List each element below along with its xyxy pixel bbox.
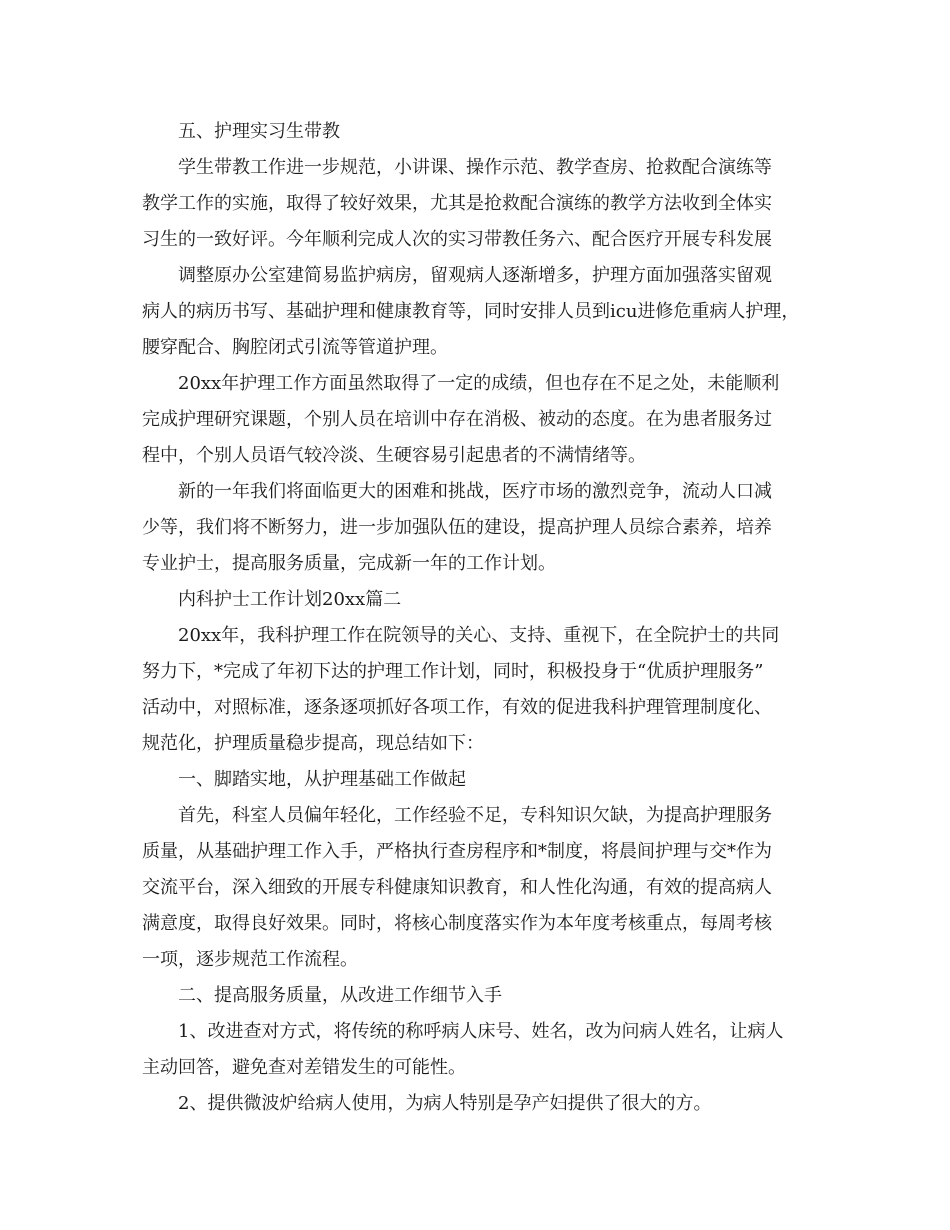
paragraph-line: 病人的病历书写、基础护理和健康教育等，同时安排人员到icu进修危重病人护理，	[142, 301, 800, 322]
paragraph-line: 调整原办公室建简易监护病房，留观病人逐渐增多，护理方面加强落实留观	[178, 265, 772, 286]
paragraph-line: 首先，科室人员偏年轻化，工作经验不足，专科知识欠缺，为提高护理服务	[178, 805, 772, 826]
paragraph-line: 完成护理研究课题，个别人员在培训中存在消极、被动的态度。在为患者服务过	[142, 409, 772, 430]
paragraph-line: 质量，从基础护理工作入手，严格执行查房程序和*制度，将晨间护理与交*作为	[142, 841, 772, 862]
paragraph-line: 腰穿配合、胸腔闭式引流等管道护理。	[142, 337, 448, 358]
subtitle-heading: 内科护士工作计划20xx篇二	[178, 589, 402, 610]
paragraph-line: 活动中，对照标准，逐条逐项抓好各项工作，有效的促进我科护理管理制度化、	[142, 697, 772, 718]
paragraph-line: 一项，逐步规范工作流程。	[142, 949, 358, 970]
paragraph-line: 努力下，*完成了年初下达的护理工作计划，同时，积极投身于“优质护理服务”	[142, 661, 764, 682]
paragraph-line: 学生带教工作进一步规范，小讲课、操作示范、教学查房、抢救配合演练等	[178, 157, 772, 178]
paragraph-line: 习生的一致好评。今年顺利完成人次的实习带教任务六、配合医疗开展专科发展	[142, 229, 772, 250]
paragraph-line: 规范化，护理质量稳步提高，现总结如下：	[142, 733, 484, 754]
paragraph-line: 程中，个别人员语气较冷淡、生硬容易引起患者的不满情绪等。	[142, 445, 646, 466]
paragraph-line: 教学工作的实施，取得了较好效果，尤其是抢救配合演练的教学方法收到全体实	[142, 193, 772, 214]
paragraph-line: 20xx年护理工作方面虽然取得了一定的成绩，但也存在不足之处，未能顺利	[178, 373, 780, 394]
paragraph-line: 少等，我们将不断努力，进一步加强队伍的建设，提高护理人员综合素养，培养	[142, 517, 772, 538]
paragraph-line: 新的一年我们将面临更大的困难和挑战，医疗市场的激烈竞争，流动人口减	[178, 481, 772, 502]
paragraph-line: 交流平台，深入细致的开展专科健康知识教育，和人性化沟通，有效的提高病人	[142, 877, 772, 898]
paragraph-line: 20xx年，我科护理工作在院领导的关心、支持、重视下，在全院护士的共同	[178, 625, 780, 646]
paragraph-line: 1、改进查对方式，将传统的称呼病人床号、姓名，改为问病人姓名，让病人	[178, 1021, 784, 1042]
paragraph-line: 2、提供微波炉给病人使用，为病人特别是孕产妇提供了很大的方。	[178, 1093, 712, 1114]
section-heading: 二、提高服务质量，从改进工作细节入手	[178, 985, 502, 1006]
paragraph-line: 主动回答，避免查对差错发生的可能性。	[142, 1057, 466, 1078]
paragraph-line: 专业护士，提高服务质量，完成新一年的工作计划。	[142, 553, 556, 574]
section-heading: 一、脚踏实地，从护理基础工作做起	[178, 769, 466, 790]
paragraph-line: 满意度，取得良好效果。同时，将核心制度落实作为本年度考核重点，每周考核	[142, 913, 772, 934]
section-heading: 五、护理实习生带教	[178, 121, 340, 142]
